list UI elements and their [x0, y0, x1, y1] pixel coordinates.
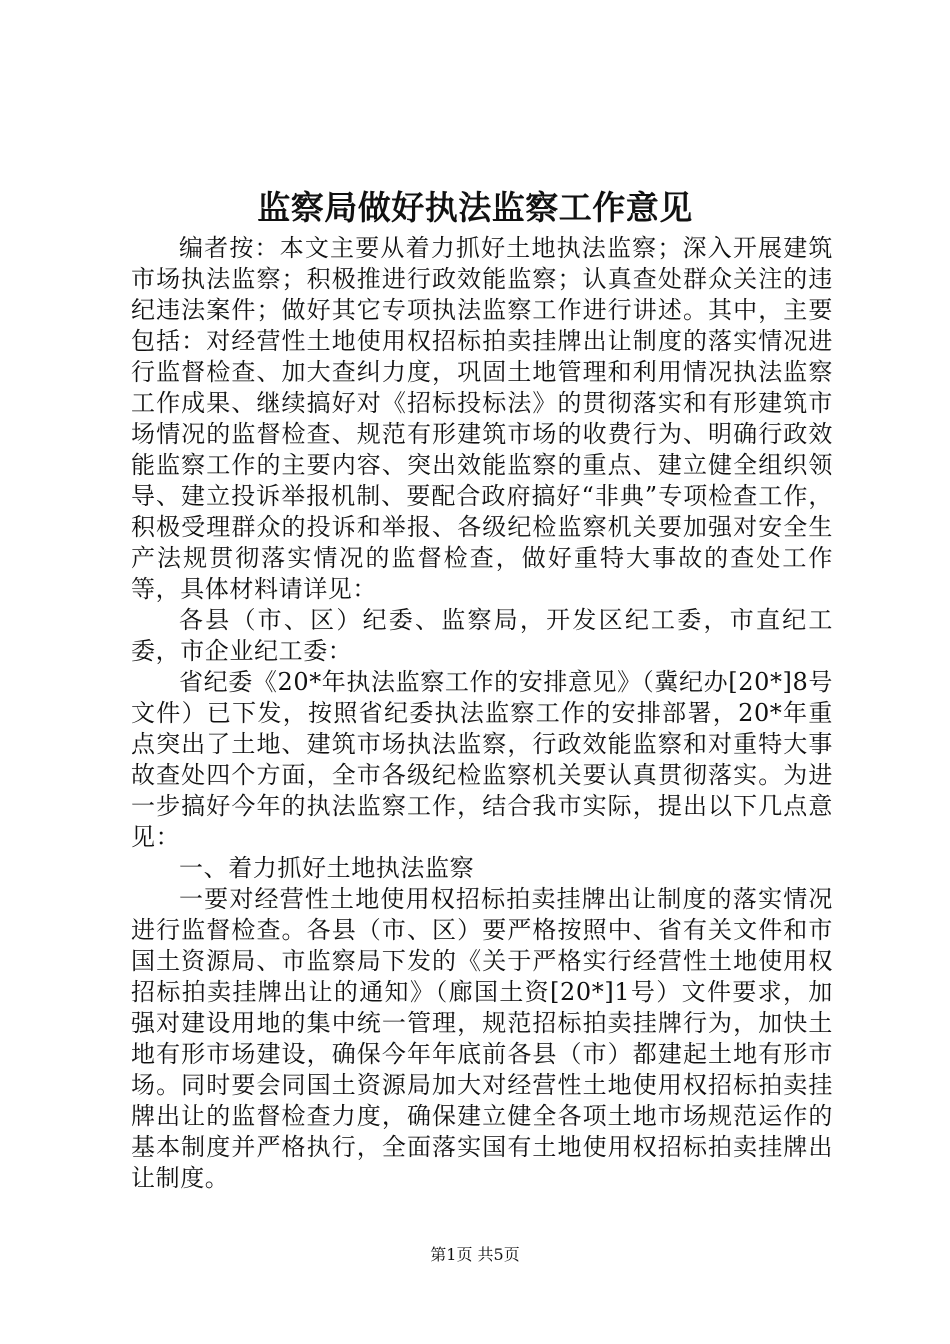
document-title: 监察局做好执法监察工作意见 — [257, 188, 693, 227]
section-paragraph: 一要对经营性土地使用权招标拍卖挂牌出让制度的落实情况进行监督检查。各县（市、区）要严格按照中、省有关文件和市国土资源局、市监察局下发的《关于严格实行经营性土地使用权招标拍卖挂牌出让的通知》（廊国土资[20*]1号）文件要求，加强对建设用地的集中统一管理，规范招标拍卖挂牌行为，加快土地有形市场建设，确保今年年底前各县（市）都建起土地有形市场。同时要会同国土资源局加大对经营性土地使用权招标拍卖挂牌出让的监督检查力度，确保建立健全各项土地市场规范运作的基本制度并严格执行，全面落实国有土地使用权招标拍卖挂牌出让制度。 — [131, 885, 833, 1192]
recipients-paragraph: 各县（市、区）纪委、监察局，开发区纪工委，市直纪工委，市企业纪工委： — [131, 606, 833, 665]
editor-note-paragraph: 编者按：本文主要从着力抓好土地执法监察；深入开展建筑市场执法监察；积极推进行政效能监察；认真查处群众关注的违纪违法案件；做好其它专项执法监察工作进行讲述。其中，主要包括：对经营性土地使用权招标拍卖挂牌出让制度的落实情况进行监督检查、加大查纠力度，巩固土地管理和利用情况执法监察工作成果、继续搞好对《招标投标法》的贯彻落实和有形建筑市场情况的监督检查、规范有形建筑市场的收费行为、明确行政效能监察工作的主要内容、突出效能监察的重点、建立健全组织领导、建立投诉举报机制、要配合政府搞好“非典”专项检查工作，积极受理群众的投诉和举报、各级纪检监察机关要加强对安全生产法规贯彻落实情况的监督检查，做好重特大事故的查处工作等，具体材料请详见： — [131, 234, 833, 603]
page-footer: 第1页 共5页 — [430, 1245, 520, 1264]
intro-paragraph: 省纪委《20*年执法监察工作的安排意见》（冀纪办[20*]8号文件）已下发，按照省纪委执法监察工作的安排部署，20*年重点突出了土地、建筑市场执法监察，行政效能监察和对重特大事故查处四个方面，全市各级纪检监察机关要认真贯彻落实。为进一步搞好今年的执法监察工作，结合我市实际，提出以下几点意见： — [131, 668, 833, 851]
document-body — [131, 233, 833, 1194]
section-heading: 一、着力抓好土地执法监察 — [179, 854, 475, 882]
